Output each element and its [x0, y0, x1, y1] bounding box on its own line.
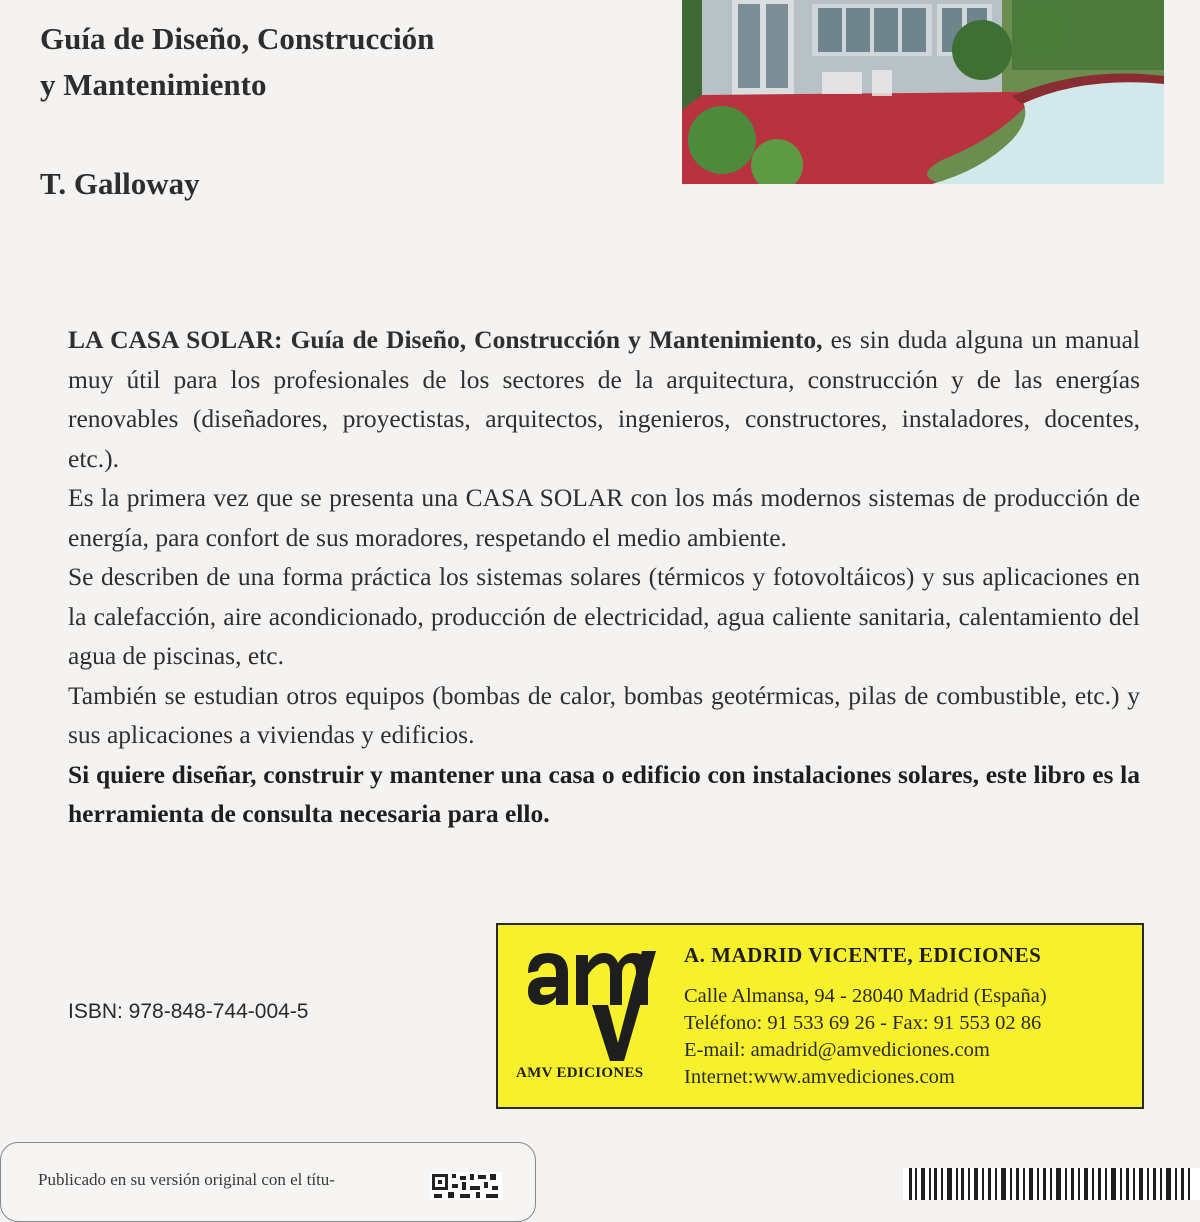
description-paragraph-1 [68, 320, 1140, 478]
description-lead-title: LA CASA SOLAR: Guía de Diseño, Construcción y Mantenimiento, [68, 325, 823, 354]
isbn: ISBN: 978-848-744-004-5 [68, 1000, 309, 1023]
amv-logo-icon [522, 943, 662, 1063]
qr-code-icon [430, 1172, 502, 1200]
description-paragraph-4: También se estudian otros equipos (bombas de calor, bombas geotérmicas, pilas de combustible, etc.) y sus aplicaciones a viviendas y edificios. [68, 680, 1140, 749]
publisher-contact [684, 983, 1047, 1091]
publisher-box [496, 923, 1144, 1109]
publisher-name: A. MADRID VICENTE, EDICIONES [684, 943, 1042, 967]
publisher-email: E-mail: amadrid@amvediciones.com [684, 1039, 990, 1061]
logo-caption: AMV EDICIONES [516, 1065, 644, 1081]
publication-note: Publicado en su versión original con el títu- [38, 1170, 335, 1189]
description-paragraph-2: Es la primera vez que se presenta una CASA SOLAR con los más modernos sistemas de producción de energía, para confort de sus moradores, respetando el medio ambiente. [68, 483, 1140, 552]
description-call-to-action: Si quiere diseñar, construir y mantener una casa o edificio con instalaciones solares, este libro es la herramienta de consulta necesaria para ello. [68, 759, 1140, 828]
publisher-phone: Teléfono: 91 533 69 26 - Fax: 91 553 02 86 [684, 1012, 1042, 1034]
publisher-web: Internet:www.amvediciones.com [684, 1066, 955, 1088]
subtitle-line-1: Guía de Diseño, Construcción [40, 21, 435, 56]
book-author: T. Galloway [40, 166, 200, 201]
subtitle-line-2: y Mantenimiento [40, 67, 267, 102]
book-description [68, 320, 1140, 834]
publisher-address: Calle Almansa, 94 - 28040 Madrid (España) [684, 985, 1047, 1007]
barcode-icon [903, 1168, 1200, 1200]
cover-photo [682, 0, 1164, 184]
description-lead-text: es sin duda alguna un manual muy útil para los profesionales de los sectores de la arquitectura, construcción y de las energías renovables (diseñadores, proyectistas, arquitectos, ingenieros, constructores, instaladores, docentes, etc.). [68, 325, 1140, 473]
book-subtitle [40, 16, 434, 108]
solar-house-illustration [682, 0, 1164, 184]
description-paragraph-3: Se describen de una forma práctica los sistemas solares (térmicos y fotovoltáicos) y sus aplicaciones en la calefacción, aire acondicionado, producción de electricidad, agua caliente sanitaria, calentamiento del agua de piscinas, etc. [68, 562, 1140, 670]
